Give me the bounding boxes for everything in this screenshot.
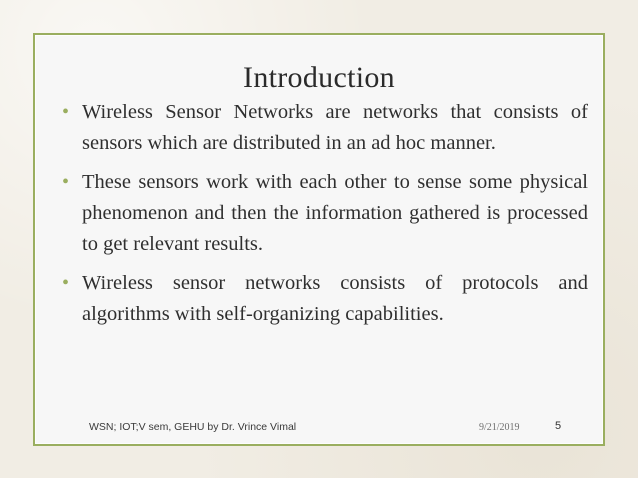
bullet-text: Wireless Sensor Networks are networks that consists of sensors which are distributed in an ad hoc manner.: [82, 101, 588, 154]
bullet-item: [62, 97, 588, 159]
bullet-list: [62, 97, 588, 338]
bullet-icon: •: [62, 171, 70, 193]
footer-date: 9/21/2019: [479, 422, 520, 433]
bullet-icon: •: [62, 272, 70, 294]
footer-text: WSN; IOT;V sem, GEHU by Dr. Vrince Vimal: [89, 421, 297, 433]
bullet-icon: •: [62, 101, 70, 123]
bullet-text: These sensors work with each other to sense some physical phenomenon and then the information gathered is processed to get relevant results.: [82, 171, 588, 255]
bullet-item: [62, 167, 588, 260]
page-number: 5: [555, 420, 562, 432]
slide-title: Introduction: [243, 61, 395, 94]
bullet-item: [62, 268, 588, 330]
bullet-text: Wireless sensor networks consists of protocols and algorithms with self-organizing capabilities.: [82, 272, 588, 325]
